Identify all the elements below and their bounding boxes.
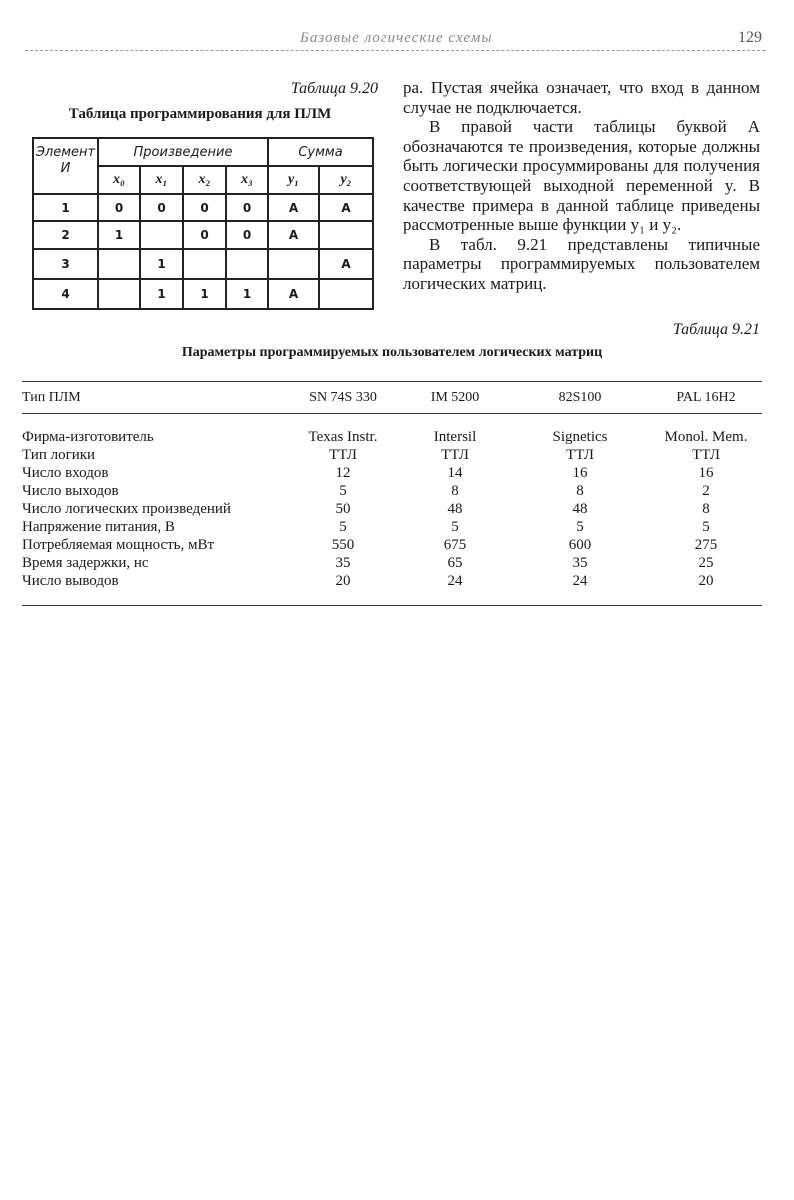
table-cell: 4	[33, 279, 98, 309]
table-cell: Texas Instr.	[308, 429, 378, 445]
table-cell	[268, 249, 319, 279]
table-cell: A	[268, 194, 319, 221]
table-cell	[319, 221, 373, 249]
table-row	[22, 501, 762, 519]
table-cell: 35	[335, 555, 351, 571]
table-cell: 25	[698, 555, 714, 571]
table-cell: 1	[226, 279, 268, 309]
table-cell	[319, 279, 373, 309]
table-cell: ТТЛ	[566, 447, 594, 463]
table-cell: 1	[183, 279, 226, 309]
row-label: Фирма-изготовитель	[22, 429, 154, 445]
table-cell	[98, 249, 140, 279]
table-cell: ТТЛ	[692, 447, 720, 463]
row-label: Число логических произведений	[22, 501, 231, 517]
table-cell: Intersil	[433, 429, 477, 445]
table-row	[22, 483, 762, 501]
col-header: x₀	[98, 166, 140, 194]
header-cell: SN 74S 330	[309, 390, 377, 405]
table-row	[22, 429, 762, 447]
col-header: x₁	[140, 166, 183, 194]
table-cell	[226, 249, 268, 279]
table-cell: 1	[140, 249, 183, 279]
row-label: Потребляемая мощность, мВт	[22, 537, 215, 553]
table-cell: 5	[339, 483, 347, 499]
table-bottom-rule	[22, 605, 762, 606]
running-head-title: Базовые логические схемы	[300, 30, 493, 46]
table-cell: 35	[572, 555, 588, 571]
table-row	[22, 573, 762, 591]
table-cell: 5	[339, 519, 347, 535]
table-9-20-title: Таблица программирования для ПЛМ	[68, 106, 332, 122]
row-label: Время задержки, нс	[22, 555, 149, 571]
table-header-row	[22, 390, 762, 408]
table-cell: 8	[576, 483, 584, 499]
table-cell	[140, 221, 183, 249]
table-cell: 5	[702, 519, 710, 535]
row-label: Число входов	[22, 465, 109, 481]
table-cell: Monol. Mem.	[664, 429, 748, 445]
header-product: Произведение	[98, 138, 268, 166]
table-cell: 0	[226, 194, 268, 221]
table-top-rule	[22, 381, 762, 382]
paragraph: ра. Пустая ячейка означает, что вход в данном случае не подключается.	[403, 78, 760, 117]
table-cell: 5	[576, 519, 584, 535]
paragraph: В правой части таблицы буквой A обозначаются те произведения, которые должны быть логически просуммированы для получения соответствующей выходной переменной y. В качестве примера в данной таблице приведены рассмотренные выше функции y₁ и y₂.	[403, 117, 760, 235]
table-row	[22, 519, 762, 537]
table-row	[22, 447, 762, 465]
table-cell: A	[319, 249, 373, 279]
table-cell: 675	[443, 537, 467, 553]
header-element: Элемент И	[33, 138, 98, 194]
table-cell: 1	[98, 221, 140, 249]
row-label: Число выводов	[22, 573, 119, 589]
table-cell: 0	[183, 221, 226, 249]
table-row	[33, 249, 373, 279]
programming-table	[32, 137, 374, 310]
table-row	[33, 194, 373, 221]
col-header: x₃	[226, 166, 268, 194]
table-cell: 20	[698, 573, 714, 589]
table-cell: 0	[183, 194, 226, 221]
row-label: Напряжение питания, В	[22, 519, 175, 535]
col-header: y₂	[319, 166, 373, 194]
row-label: Тип логики	[22, 447, 96, 463]
table-cell: 2	[33, 221, 98, 249]
table-cell: 14	[447, 465, 463, 481]
table-cell: A	[268, 221, 319, 249]
header-rule	[25, 50, 765, 51]
table-row	[33, 279, 373, 309]
col-header: x₂	[183, 166, 226, 194]
header-cell: Тип ПЛМ	[22, 390, 81, 405]
table-cell: 24	[572, 573, 588, 589]
table-cell: 65	[447, 555, 463, 571]
body-text	[403, 78, 760, 294]
table-cell: 16	[698, 465, 714, 481]
table-cell: 0	[226, 221, 268, 249]
table-cell: 5	[451, 519, 459, 535]
table-row	[22, 465, 762, 483]
table-row	[22, 537, 762, 555]
paragraph: В табл. 9.21 представлены типичные параметры программируемых пользователем логических матриц.	[403, 234, 760, 293]
table-cell	[183, 249, 226, 279]
table-cell: 48	[572, 501, 588, 517]
table-cell: A	[268, 279, 319, 309]
table-cell: 1	[140, 279, 183, 309]
table-cell: 24	[447, 573, 463, 589]
table-cell: 550	[331, 537, 355, 553]
table-cell: 20	[335, 573, 351, 589]
table-cell: 50	[335, 501, 351, 517]
table-cell: 48	[447, 501, 463, 517]
table-cell: 16	[572, 465, 588, 481]
page-number: 129	[738, 29, 762, 46]
row-label: Число выходов	[22, 483, 119, 499]
table-cell: ТТЛ	[329, 447, 357, 463]
col-header: y₁	[268, 166, 319, 194]
table-cell: 600	[568, 537, 592, 553]
table-cell: 0	[98, 194, 140, 221]
table-9-21-title: Параметры программируемых пользователем логических матриц	[181, 345, 603, 360]
table-cell: ТТЛ	[441, 447, 469, 463]
header-sum: Сумма	[268, 138, 373, 166]
table-cell: 275	[694, 537, 718, 553]
table-cell: A	[319, 194, 373, 221]
table-cell	[98, 279, 140, 309]
header-cell: PAL 16H2	[676, 390, 736, 405]
table-cell: 8	[702, 501, 710, 517]
header-cell: 82S100	[558, 390, 602, 405]
table-header-rule	[22, 413, 762, 414]
header-cell: IM 5200	[430, 390, 480, 405]
table-cell: 8	[451, 483, 459, 499]
table-row	[22, 555, 762, 573]
table-9-21-label: Таблица 9.21	[672, 321, 760, 338]
table-cell: Signetics	[552, 429, 608, 445]
table-cell: 2	[702, 483, 710, 499]
table-cell: 3	[33, 249, 98, 279]
table-cell: 0	[140, 194, 183, 221]
table-cell: 12	[335, 465, 351, 481]
table-9-20-label: Таблица 9.20	[290, 80, 378, 97]
table-cell: 1	[33, 194, 98, 221]
table-row	[33, 221, 373, 249]
